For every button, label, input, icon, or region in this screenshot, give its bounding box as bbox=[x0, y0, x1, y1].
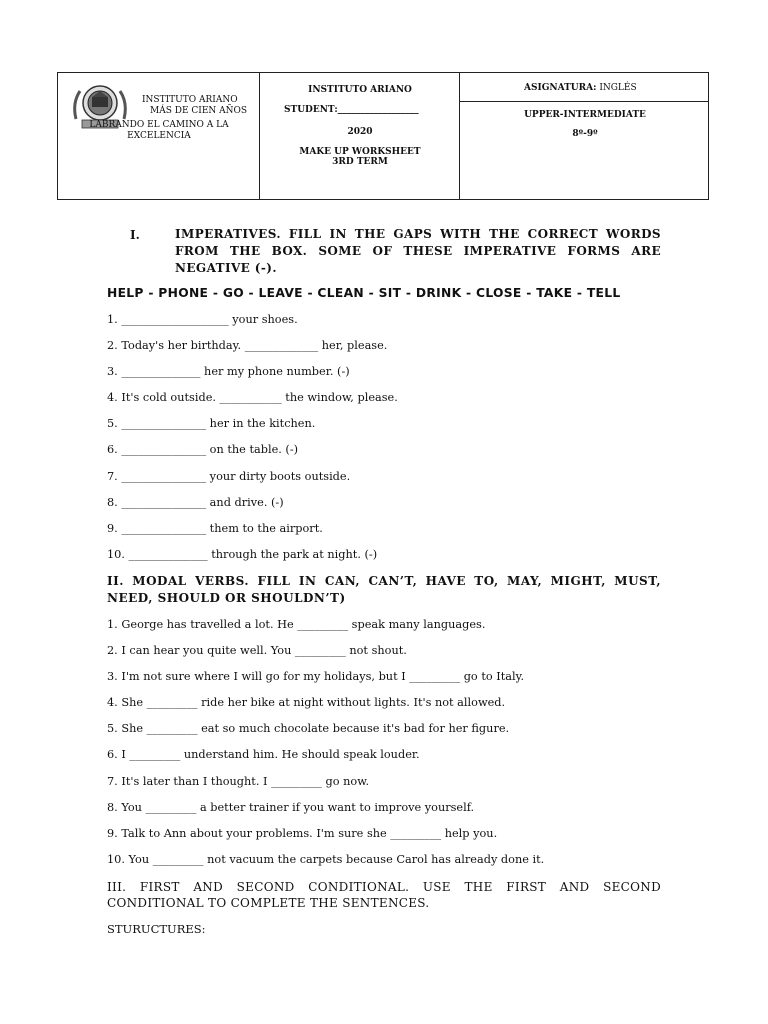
section-1-number: I. bbox=[130, 228, 140, 242]
list-item[interactable]: 2. Today's her birthday. _____________ her, please. bbox=[107, 339, 388, 352]
list-item[interactable]: 1. George has travelled a lot. He _________ speak many languages. bbox=[107, 618, 486, 631]
year: 2020 bbox=[347, 127, 373, 137]
list-item[interactable]: 2. I can hear you quite well. You _________ not shout. bbox=[107, 644, 407, 657]
word-box: HELP - PHONE - GO - LEAVE - CLEAN - SIT - DRINK - CLOSE - TAKE - TELL bbox=[107, 286, 621, 300]
subject-value: INGLÉS bbox=[599, 83, 637, 93]
structures-label: STURUCTURES: bbox=[107, 922, 206, 936]
section-2-title: II. MODAL VERBS. FILL IN CAN, CAN’T, HAVE TO, MAY, MIGHT, MUST, NEED, SHOULD OR SHOULDN’T) bbox=[107, 574, 661, 605]
list-item[interactable]: 3. ______________ her my phone number. (-) bbox=[107, 365, 350, 378]
section-1-title: IMPERATIVES. FILL IN THE GAPS WITH THE CORRECT WORDS FROM THE BOX. SOME OF THESE IMPERATIVE FORMS ARE NEGATIVE (-). bbox=[175, 227, 661, 275]
list-item[interactable]: 9. Talk to Ann about your problems. I'm sure she _________ help you. bbox=[107, 827, 498, 840]
student-cell bbox=[260, 73, 460, 199]
school-name: INSTITUTO ARIANO bbox=[142, 95, 238, 105]
list-item[interactable]: 5. She _________ eat so much chocolate because it's bad for her figure. bbox=[107, 722, 510, 735]
list-item[interactable]: 7. _______________ your dirty boots outside. bbox=[107, 470, 351, 483]
school-cell bbox=[58, 73, 260, 199]
list-item[interactable]: 8. You _________ a better trainer if you want to improve yourself. bbox=[107, 801, 475, 814]
list-item[interactable]: 1. ___________________ your shoes. bbox=[107, 313, 298, 326]
list-item[interactable]: 6. I _________ understand him. He should speak louder. bbox=[107, 748, 420, 761]
list-item[interactable]: 8. _______________ and drive. (-) bbox=[107, 496, 284, 509]
list-item[interactable]: 10. You _________ not vacuum the carpets because Carol has already done it. bbox=[107, 853, 545, 866]
list-item[interactable]: 3. I'm not sure where I will go for my holidays, but I _________ go to Italy. bbox=[107, 670, 525, 683]
list-item[interactable]: 5. _______________ her in the kitchen. bbox=[107, 417, 316, 430]
student-field[interactable]: STUDENT:__________________ bbox=[284, 105, 419, 115]
list-item[interactable]: 9. _______________ them to the airport. bbox=[107, 522, 323, 535]
school-motto-line-2: LABRANDO EL CAMINO A LA EXCELENCIA bbox=[89, 120, 229, 141]
subject bbox=[524, 83, 637, 93]
institute-name: INSTITUTO ARIANO bbox=[308, 85, 412, 95]
subject-row bbox=[460, 73, 708, 102]
subject-cell bbox=[460, 73, 708, 199]
list-item[interactable]: 10. ______________ through the park at night. (-) bbox=[107, 548, 378, 561]
list-item[interactable]: 6. _______________ on the table. (-) bbox=[107, 443, 299, 456]
list-item[interactable]: 4. It's cold outside. ___________ the window, please. bbox=[107, 391, 398, 404]
school-motto-line-1: MÁS DE CIEN AÑOS bbox=[150, 106, 248, 116]
level: UPPER-INTERMEDIATE bbox=[524, 110, 646, 120]
section-3-title: III. FIRST AND SECOND CONDITIONAL. USE THE FIRST AND SECOND CONDITIONAL TO COMPLETE THE SENTENCES. bbox=[107, 880, 661, 910]
subject-label: ASIGNATURA: bbox=[524, 83, 597, 93]
grade: 8º-9º bbox=[572, 129, 598, 139]
worksheet-title: MAKE UP WORKSHEET 3RD TERM bbox=[299, 147, 421, 167]
header-table bbox=[57, 72, 709, 200]
list-item[interactable]: 7. It's later than I thought. I _________ go now. bbox=[107, 775, 370, 788]
list-item[interactable]: 4. She _________ ride her bike at night without lights. It's not allowed. bbox=[107, 696, 506, 709]
